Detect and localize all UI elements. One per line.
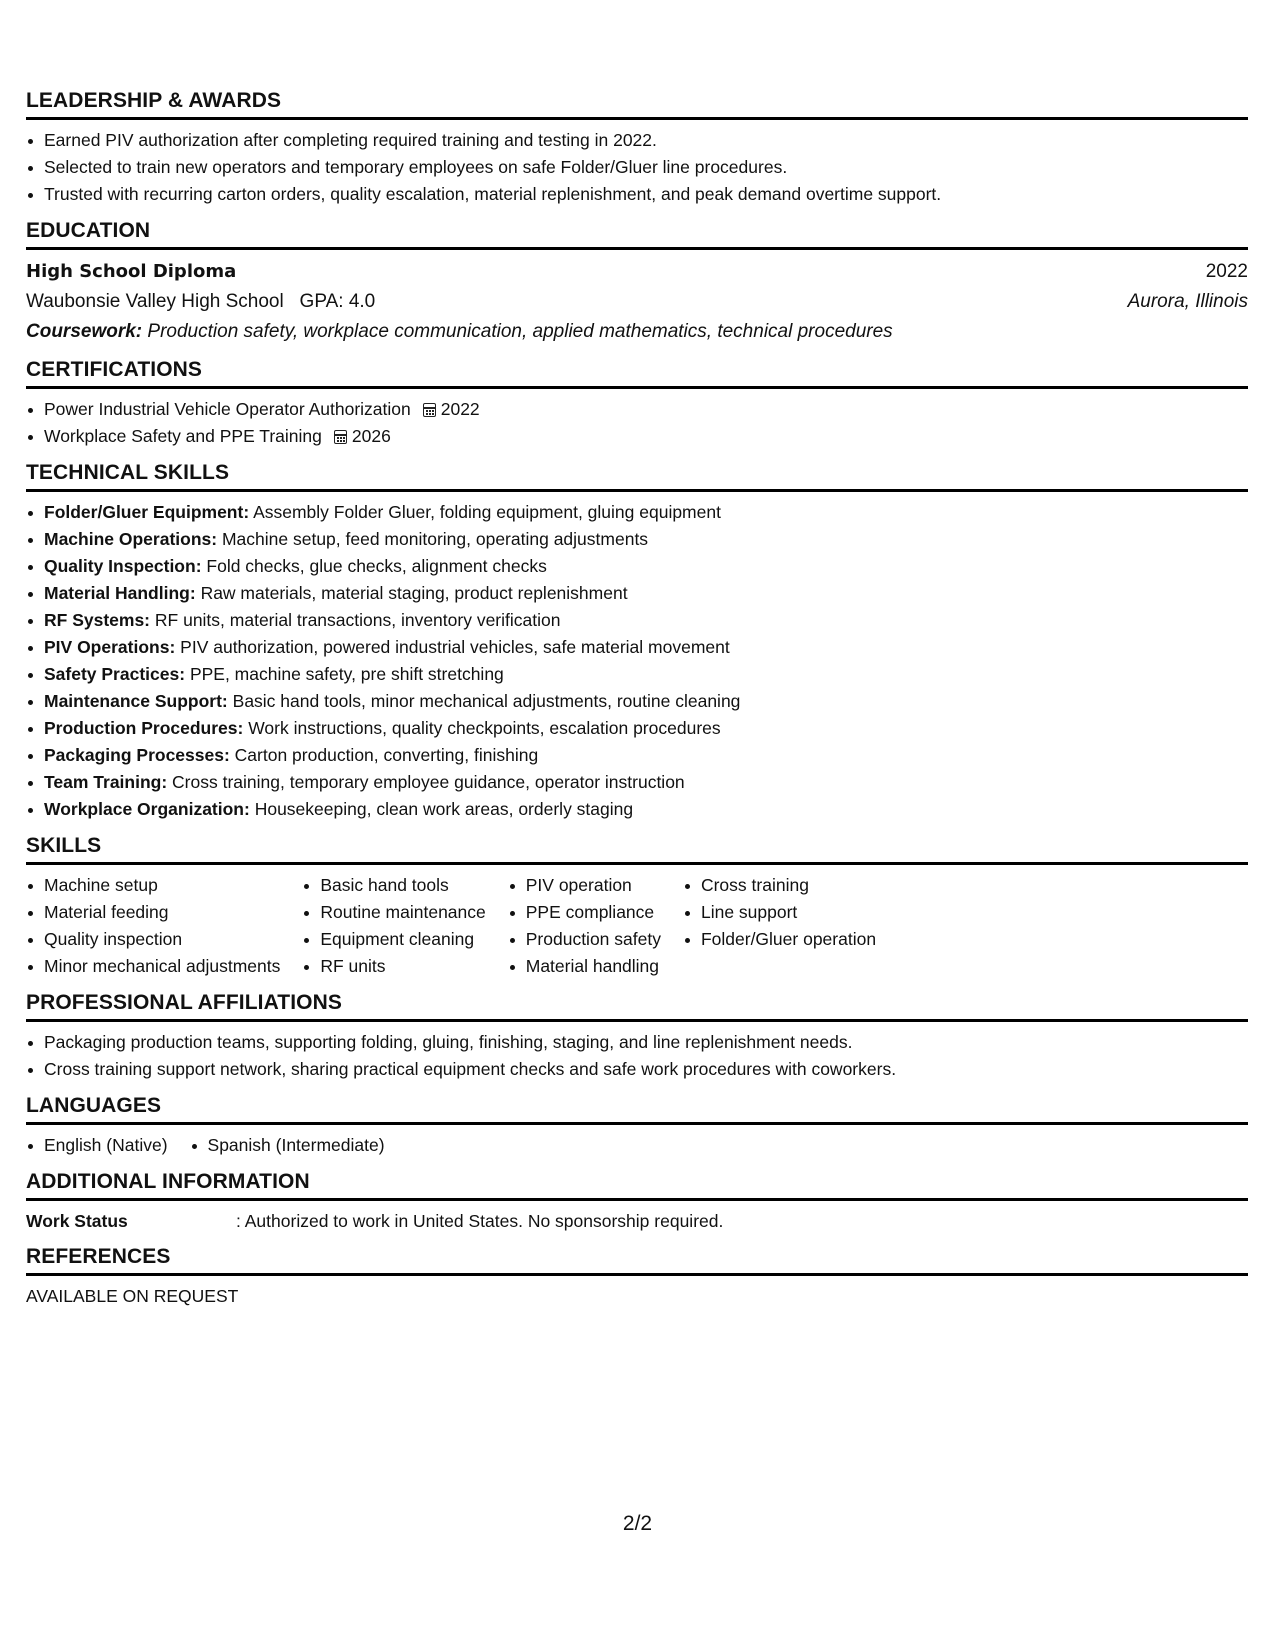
list-item: Folder/Gluer operation	[701, 926, 876, 953]
education-section	[26, 218, 1248, 347]
coursework-label: Coursework:	[26, 321, 143, 342]
graduation-year: 2022	[1205, 261, 1248, 282]
skills-column	[508, 872, 661, 980]
certifications-section	[26, 357, 1248, 450]
skill-text: Fold checks, glue checks, alignment checks	[206, 556, 547, 576]
skill-text: Work instructions, quality checkpoints, escalation procedures	[248, 718, 721, 738]
list-item: Machine setup	[44, 872, 280, 899]
section-title-additional-info: ADDITIONAL INFORMATION	[26, 1169, 1248, 1201]
skill-label: Workplace Organization:	[44, 799, 250, 819]
coursework	[26, 317, 1248, 347]
section-title-references: REFERENCES	[26, 1244, 1248, 1276]
list-item: Packaging production teams, supporting folding, gluing, finishing, staging, and line replenishment needs.	[44, 1029, 1248, 1056]
list-item: Line support	[701, 899, 876, 926]
list-item: Material handling	[526, 953, 661, 980]
section-title-languages: LANGUAGES	[26, 1093, 1248, 1125]
education-school-row	[26, 287, 1248, 317]
list-item	[44, 661, 1248, 688]
skill-label: Quality Inspection:	[44, 556, 202, 576]
calendar-icon	[423, 403, 436, 417]
school-location: Aurora, Illinois	[1127, 291, 1248, 312]
list-item	[44, 796, 1248, 823]
skill-label: PIV Operations:	[44, 637, 176, 657]
skill-text: PIV authorization, powered industrial vehicles, safe material movement	[180, 637, 730, 657]
languages-section	[26, 1093, 1248, 1159]
list-item	[44, 553, 1248, 580]
list-item: PIV operation	[526, 872, 661, 899]
skills-grid	[26, 872, 1248, 980]
certification-name: Workplace Safety and PPE Training	[44, 426, 322, 446]
affiliations-section	[26, 990, 1248, 1083]
gpa: GPA: 4.0	[299, 291, 376, 312]
skill-label: Packaging Processes:	[44, 745, 230, 765]
skill-label: Machine Operations:	[44, 529, 218, 549]
skill-text: Machine setup, feed monitoring, operating adjustments	[221, 529, 649, 549]
list-item	[44, 526, 1248, 553]
skill-text: Carton production, converting, finishing	[234, 745, 539, 765]
list-item	[44, 499, 1248, 526]
education-degree-row	[26, 257, 1248, 287]
certification-item	[44, 423, 1248, 450]
language-item: English (Native)	[44, 1132, 168, 1159]
certifications-list	[26, 396, 1248, 450]
skill-label: Folder/Gluer Equipment:	[44, 502, 250, 522]
list-item: RF units	[320, 953, 485, 980]
skill-label: Team Training:	[44, 772, 168, 792]
section-title-affiliations: PROFESSIONAL AFFILIATIONS	[26, 990, 1248, 1022]
list-item: Basic hand tools	[320, 872, 485, 899]
skill-label: Production Procedures:	[44, 718, 244, 738]
calendar-icon	[334, 430, 347, 444]
list-item	[44, 715, 1248, 742]
references-text: AVAILABLE ON REQUEST	[26, 1286, 239, 1306]
skill-text: Housekeeping, clean work areas, orderly staging	[254, 799, 634, 819]
list-item: Production safety	[526, 926, 661, 953]
school-info	[26, 287, 375, 317]
list-item: Earned PIV authorization after completing required training and testing in 2022.	[44, 127, 1248, 154]
section-title-education: EDUCATION	[26, 218, 1248, 250]
list-item	[44, 688, 1248, 715]
skill-text: PPE, machine safety, pre shift stretching	[189, 664, 504, 684]
skills-column	[302, 872, 485, 980]
technical-skills-list	[26, 499, 1248, 823]
skills-section	[26, 833, 1248, 980]
work-status-row	[26, 1208, 1248, 1234]
page-number: 2/2	[622, 1512, 653, 1535]
certification-name: Power Industrial Vehicle Operator Authorization	[44, 399, 411, 419]
leadership-list	[26, 127, 1248, 208]
work-status-value: : Authorized to work in United States. No sponsorship required.	[236, 1211, 724, 1231]
skill-label: Safety Practices:	[44, 664, 186, 684]
resume-page	[26, 88, 1248, 1319]
skill-label: Maintenance Support:	[44, 691, 228, 711]
degree-name: High School Diploma	[26, 261, 237, 282]
skill-label: RF Systems:	[44, 610, 151, 630]
languages-list	[26, 1132, 1248, 1159]
skill-text: Raw materials, material staging, product replenishment	[200, 583, 628, 603]
list-item: Minor mechanical adjustments	[44, 953, 280, 980]
list-item: PPE compliance	[526, 899, 661, 926]
section-title-skills: SKILLS	[26, 833, 1248, 865]
certification-item	[44, 396, 1248, 423]
work-status-label: Work Status	[26, 1211, 128, 1231]
certification-year: 2022	[440, 399, 480, 419]
skill-text: RF units, material transactions, inventory verification	[154, 610, 561, 630]
list-item	[44, 742, 1248, 769]
list-item: Trusted with recurring carton orders, quality escalation, material replenishment, and peak demand overtime support.	[44, 181, 1248, 208]
list-item: Quality inspection	[44, 926, 280, 953]
affiliations-list	[26, 1029, 1248, 1083]
additional-info-section	[26, 1169, 1248, 1234]
list-item	[44, 580, 1248, 607]
list-item: Routine maintenance	[320, 899, 485, 926]
list-item: Cross training support network, sharing practical equipment checks and safe work procedures with coworkers.	[44, 1056, 1248, 1083]
skills-column	[26, 872, 280, 980]
list-item: Equipment cleaning	[320, 926, 485, 953]
section-title-technical-skills: TECHNICAL SKILLS	[26, 460, 1248, 492]
list-item	[44, 634, 1248, 661]
section-title-leadership: LEADERSHIP & AWARDS	[26, 88, 1248, 120]
skill-label: Material Handling:	[44, 583, 196, 603]
school-name: Waubonsie Valley High School	[26, 291, 284, 312]
certification-year: 2026	[351, 426, 391, 446]
list-item: Material feeding	[44, 899, 280, 926]
skills-column	[683, 872, 876, 980]
list-item	[44, 769, 1248, 796]
technical-skills-section	[26, 460, 1248, 823]
skill-text: Cross training, temporary employee guidance, operator instruction	[172, 772, 685, 792]
list-item	[44, 607, 1248, 634]
list-item: Cross training	[701, 872, 876, 899]
references-section	[26, 1244, 1248, 1309]
skill-text: Basic hand tools, minor mechanical adjustments, routine cleaning	[232, 691, 741, 711]
language-item: Spanish (Intermediate)	[208, 1132, 385, 1159]
section-title-certifications: CERTIFICATIONS	[26, 357, 1248, 389]
coursework-text: Production safety, workplace communication, applied mathematics, technical procedures	[147, 321, 893, 342]
skill-text: Assembly Folder Gluer, folding equipment, gluing equipment	[253, 502, 721, 522]
list-item: Selected to train new operators and temporary employees on safe Folder/Gluer line procedures.	[44, 154, 1248, 181]
leadership-section	[26, 88, 1248, 208]
